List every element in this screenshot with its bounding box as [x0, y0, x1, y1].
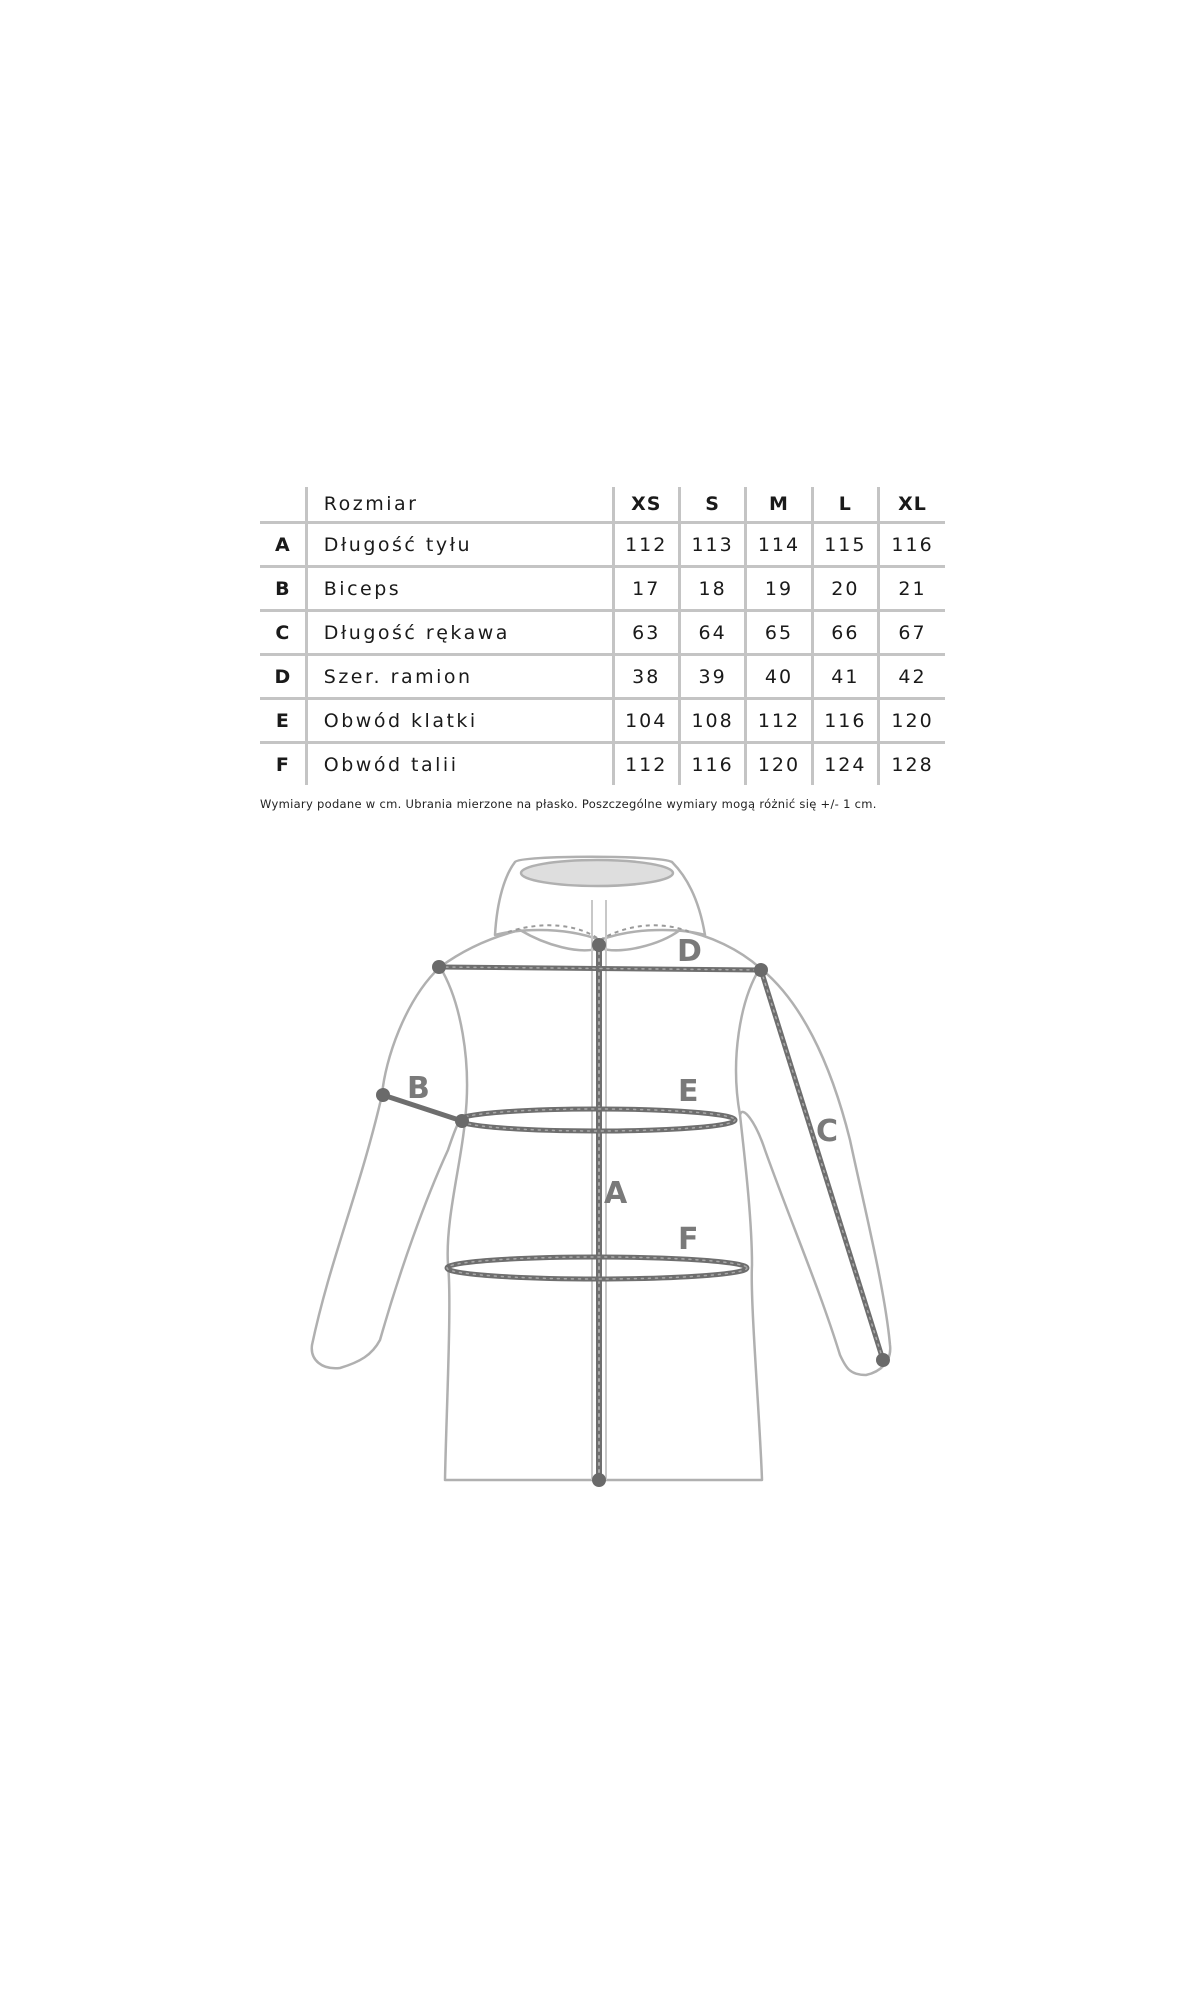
row-value: 17	[613, 567, 679, 611]
row-value: 116	[812, 699, 878, 743]
row-letter: C	[260, 611, 306, 655]
row-value: 120	[746, 743, 812, 786]
label-a: A	[604, 1176, 628, 1211]
label-f: F	[678, 1222, 699, 1257]
row-value: 116	[879, 523, 945, 567]
row-value: 113	[679, 523, 745, 567]
row-value: 39	[679, 655, 745, 699]
left-sleeve-outline	[312, 967, 465, 1368]
row-value: 124	[812, 743, 878, 786]
row-name: Szer. ramion	[306, 655, 613, 699]
endpoint-dot	[592, 1473, 606, 1487]
endpoint-dot	[432, 960, 446, 974]
header-size-xs: XS	[613, 487, 679, 523]
row-value: 128	[879, 743, 945, 786]
row-letter: F	[260, 743, 306, 786]
row-value: 64	[679, 611, 745, 655]
endpoint-dot	[754, 963, 768, 977]
row-letter: B	[260, 567, 306, 611]
row-value: 19	[746, 567, 812, 611]
row-letter: A	[260, 523, 306, 567]
row-value: 18	[679, 567, 745, 611]
endpoint-dot	[376, 1088, 390, 1102]
measurement-note: Wymiary podane w cm. Ubrania mierzone na płasko. Poszczególne wymiary mogą różnić się +/- 1 cm.	[260, 797, 877, 811]
row-name: Długość tyłu	[306, 523, 613, 567]
row-value: 104	[613, 699, 679, 743]
endpoint-dot	[876, 1353, 890, 1367]
label-d: D	[677, 934, 702, 969]
row-name: Biceps	[306, 567, 613, 611]
header-label: Rozmiar	[306, 487, 613, 523]
row-value: 42	[879, 655, 945, 699]
row-value: 120	[879, 699, 945, 743]
row-letter: D	[260, 655, 306, 699]
header-size-l: L	[812, 487, 878, 523]
endpoint-dot	[592, 938, 606, 952]
row-value: 112	[613, 523, 679, 567]
row-value: 66	[812, 611, 878, 655]
row-value: 112	[746, 699, 812, 743]
label-c: C	[816, 1114, 839, 1149]
row-value: 116	[679, 743, 745, 786]
header-size-m: M	[746, 487, 812, 523]
measurement-endpoints	[376, 938, 890, 1487]
row-value: 65	[746, 611, 812, 655]
row-value: 40	[746, 655, 812, 699]
endpoint-dot	[455, 1114, 469, 1128]
row-letter: E	[260, 699, 306, 743]
row-value: 67	[879, 611, 945, 655]
row-value: 20	[812, 567, 878, 611]
row-name: Obwód klatki	[306, 699, 613, 743]
header-size-s: S	[679, 487, 745, 523]
row-name: Długość rękawa	[306, 611, 613, 655]
label-e: E	[678, 1074, 699, 1109]
header-size-xl: XL	[879, 487, 945, 523]
row-value: 21	[879, 567, 945, 611]
collar-inner	[521, 860, 673, 886]
row-value: 114	[746, 523, 812, 567]
row-value: 41	[812, 655, 878, 699]
row-value: 115	[812, 523, 878, 567]
row-value: 38	[613, 655, 679, 699]
label-b: B	[407, 1071, 430, 1106]
row-name: Obwód talii	[306, 743, 613, 786]
row-value: 112	[613, 743, 679, 786]
row-value: 108	[679, 699, 745, 743]
row-value: 63	[613, 611, 679, 655]
